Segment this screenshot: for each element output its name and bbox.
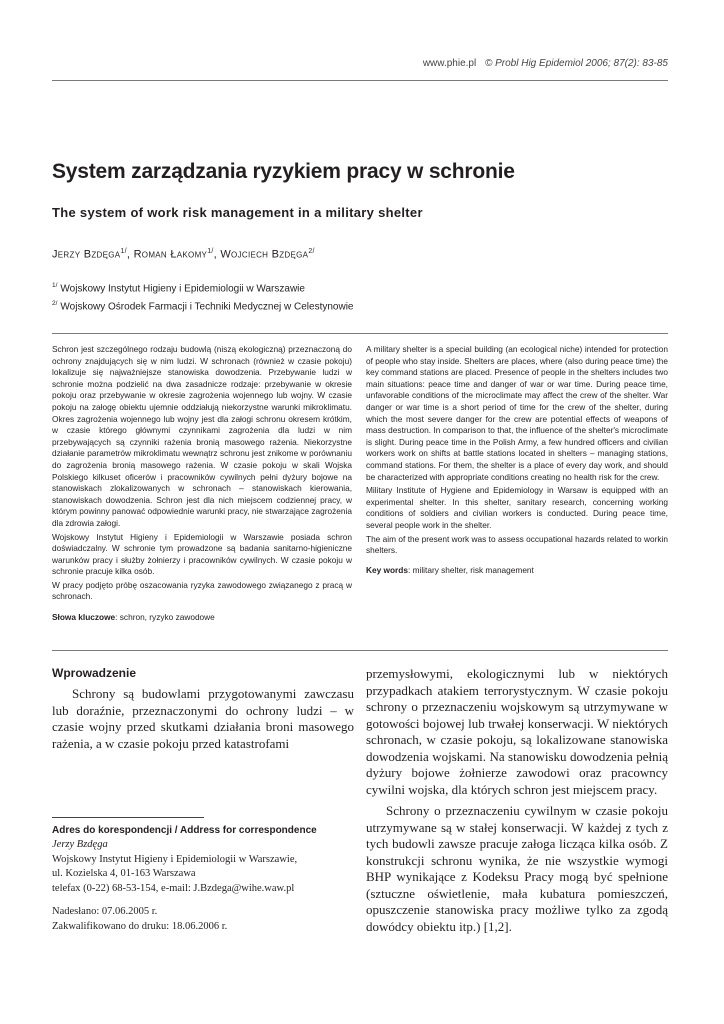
author-name: Jerzy Bzdęga <box>52 248 121 261</box>
body-paragraph: Schrony o przeznaczeniu cywilnym w czasie pokoju utrzymywane są w stałej konserwacji. W każdej z tych z tych budowli zawsze pracuje załoga licząca kilka osób. Z konstrukcji schronu wynika, że nie wszystkie wymogi BHP wynikające z Kodeksu Pracy mogą być spełnione (sztuczne oświetlenie, mała kubatura pomieszczeń, opuszczenie stanowiska pracy możliwe tylko za zgodą dowódcy obiektu itp.) [1,2]. <box>366 803 668 934</box>
abstract-paragraph: The aim of the present work was to assess occupational hazards related to workin shelters. <box>366 533 668 556</box>
body-column-right <box>366 666 668 935</box>
footnote-divider <box>52 817 204 818</box>
abstract-english <box>366 344 668 576</box>
correspondence-block <box>52 825 354 934</box>
abstract-paragraph: A military shelter is a special building (an ecological niche) intended for protection of people who stay inside. Shelters are places, where (also during peace time) the key command stations are placed. Presence of people in the shelters includes two main situations: peace time and danger of war or war time. During peace time, unfavorable conditions of the microclimate may affect the crew of the shelter. War danger or war time is a short period of time for the crew of the shelter, during which the most severe danger for the crew are potential effects of weapons of mass destruction. In comparison to that, the influence of the shelter's microclimate is slight. During peace time in the Polish Army, a few hundred officers and civilian workers work on shifts at battle stations located in shelters – managing stations, command stations. For them, the shelter is a place of every day work, and should be characterized with appropriate conditions creating no health risk for the crew. <box>366 344 668 482</box>
body-paragraph: przemysłowymi, ekologicznymi lub w niektórych przypadkach atakiem terrorystycznym. W czasie pokoju schrony o przeznaczeniu wojskowym są utrzymywane w gotowości bojowej lub trwałej konserwacji. W niektórych schronach, w czasie pokoju, są lokalizowane stanowiska dowodzenia wojskami. Na stanowisku dowodzenia pełnią dyżury bojowe żołnierze zawodowi oraz pracowncy cywilni wojska, dla których schron jest miejscem pracy. <box>366 666 668 797</box>
keywords-english: Key words: military shelter, risk management <box>366 564 534 575</box>
author-affiliation-mark: 1/ <box>120 248 127 255</box>
abstract-paragraph: W pracy podjęto próbę oszacowania ryzyka zawodowego związanego z pracą w schronach. <box>52 579 352 602</box>
header-divider <box>52 80 668 81</box>
correspondence-institution: Wojskowy Instytut Higieny i Epidemiologii w Warszawie, <box>52 853 298 865</box>
abstract-paragraph: Military Institute of Hygiene and Epidemiology in Warsaw is equipped with an experimental shelter. In this shelter, sanitary research, concerning working conditions of soldiers and civilian workers is conducted. During peace time, several people work in the shelter. <box>366 485 668 530</box>
author-name: Roman Łakomy <box>133 248 208 261</box>
affiliation-list <box>52 278 353 315</box>
submission-dates <box>52 905 354 934</box>
article-title-polish: System zarządzania ryzykiem pracy w schronie <box>52 160 515 183</box>
abstract-top-divider <box>52 333 668 334</box>
article-title-english: The system of work risk management in a military shelter <box>52 205 423 220</box>
abstract-paragraph: Wojskowy Instytut Higieny i Epidemiologii w Warszawie posiada schron doświadczalny. W schronie tym prowadzone są badania sanitarno-higieniczne warunków pracy i służby żołnierzy i pracowników cywilnych. W czasie pokoju w schronie pracuje kilka osób. <box>52 531 352 577</box>
abstract-polish <box>52 344 352 624</box>
running-header <box>52 58 668 69</box>
keywords-polish: Słowa kluczowe: schron, ryzyko zawodowe <box>52 612 215 623</box>
correspondence-name: Jerzy Bzdęga <box>52 839 108 850</box>
affiliation: $^{2/}$ Wojskowy Ośrodek Farmacji i Techniki Medycznej w Celestynowie <box>52 300 354 313</box>
affiliation: $^{1/}$ Wojskowy Instytut Higieny i Epidemiologii w Warszawie <box>52 282 305 295</box>
body-column-left <box>52 686 354 752</box>
section-heading-introduction: Wprowadzenie <box>52 666 137 680</box>
received-date: Nadesłano: 07.06.2005 r. <box>52 906 158 917</box>
abstract-bottom-divider <box>52 650 668 651</box>
correspondence-title: Adres do korespondencji / Address for correspondence <box>52 825 317 836</box>
correspondence-contact: telefax (0-22) 68-53-154, e-mail: J.Bzdega@wihe.waw.pl <box>52 882 295 894</box>
body-paragraph: Schrony są budowlami przygotowanymi zawczasu lub doraźnie, przeznaczonymi do ochrony ludzi – w czasie wojny przed skutkami działania broni masowego rażenia, a w czasie pokoju przed katastrofami <box>52 686 354 751</box>
accepted-date: Zakwalifikowano do druku: 18.06.2006 r. <box>52 920 228 932</box>
author-list: Jerzy Bzdęga$^{1/}$, Roman Łakomy$^{1/}$, Wojciech Bzdęga$^{2/}$ <box>52 248 315 261</box>
correspondence-address: ul. Kozielska 4, 01-163 Warszawa <box>52 868 196 879</box>
author-affiliation-mark: 1/ <box>207 248 214 255</box>
journal-site: www.phie.pl <box>422 58 477 69</box>
author-affiliation-mark: 2/ <box>308 248 315 255</box>
abstract-paragraph: Schron jest szczególnego rodzaju budowlą (niszą ekologiczną) przeznaczoną do ochrony znajdujących się w nim ludzi. W schronach (również w czasie pokoju) lokalizuje się najważniejsze stanowiska dowodzenia. Przebywanie ludzi w schronie można podzielić na dwa zasadnicze rodzaje: przebywanie w okresie pokoju oraz przebywanie w okresie zagrożenia wojennego lub wojny. W czasie pokoju na załogę obiektu ujemnie oddziałują niekorzystne warunki mikroklimatu. Okres zagrożenia wojennego lub wojny jest dla załogi schronu okresem krótkim, w czasie którego głównymi czynnikami zagrożenia dla ludzi w nim przebywających są czynniki rażenia bronią masowego rażenia. Niekorzystne działanie parametrów mikroklimatu wewnątrz schronu jest znikome w porównaniu do zagrożenia bronią masowego rażenia. W czasie pokoju w skali Wojska Polskiego kilkuset oficerów i pracowników cywilnych pełni dyżury bojowe na stanowiskach zlokalizowanych w schronach – stanowiskach kierowania, stanowiskach dowodzenia. Schron jest dla nich miejscem codziennej pracy, w którym powinny panować odpowiednie warunki pracy, nie stwarzające zagrożenia dla zdrowia załogi. <box>52 344 352 528</box>
author-name: Wojciech Bzdęga <box>220 248 309 261</box>
journal-citation: © Probl Hig Epidemiol 2006; 87(2): 83-85 <box>484 58 668 69</box>
